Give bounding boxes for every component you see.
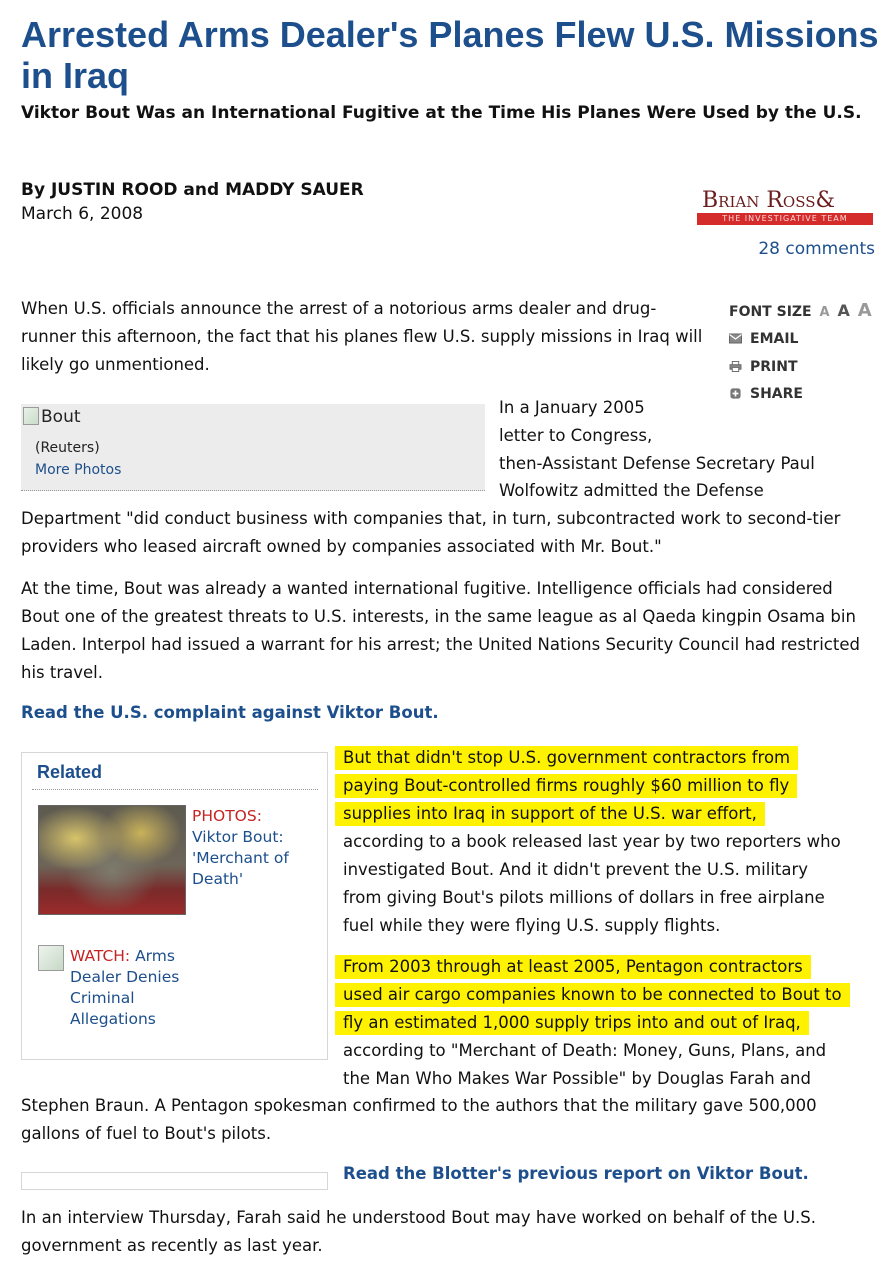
- print-button[interactable]: [729, 356, 798, 378]
- paragraph-5-rest: Stephen Braun. A Pentagon spokesman confirmed to the authors that the military gave 500,000 gallons of fuel to Bout's pilots.: [21, 1096, 817, 1143]
- paragraph-4: [343, 744, 883, 940]
- related-photos-line-1: Viktor Bout:: [192, 828, 284, 846]
- font-size-small-button[interactable]: A: [819, 305, 830, 320]
- related-title: Related: [37, 762, 103, 782]
- paragraph-5-line-4: according to "Merchant of Death: Money, Guns, Plans, and: [343, 1041, 827, 1060]
- bout-photo[interactable]: [23, 407, 81, 427]
- paragraph-2-line-2: letter to Congress,: [499, 426, 653, 445]
- photos-label: PHOTOS:: [192, 807, 262, 825]
- related-photo-thumbnail[interactable]: [38, 805, 186, 915]
- related-photos-link[interactable]: [192, 806, 289, 890]
- paragraph-6: In an interview Thursday, Farah said he understood Bout may have worked on behalf of the U.S. government as recently as last year.: [21, 1208, 816, 1255]
- broken-image-icon: [23, 407, 39, 425]
- paragraph-5: [343, 953, 883, 1093]
- font-size-medium-button[interactable]: A: [837, 301, 850, 320]
- font-size-large-button[interactable]: A: [857, 300, 872, 321]
- logo-tagline: THE INVESTIGATIVE TEAM: [697, 213, 873, 225]
- font-size-label: FONT SIZE: [729, 304, 812, 320]
- watch-label: WATCH:: [70, 947, 131, 965]
- related-watch-line-1: Dealer Denies: [70, 968, 180, 986]
- paragraph-4-line-4: according to a book released last year by two reporters who: [343, 832, 841, 851]
- related-watch-first: Arms: [130, 947, 175, 965]
- article-headline: Arrested Arms Dealer's Planes Flew U.S. Missions in Iraq: [21, 14, 879, 96]
- paragraph-4-line-6: from giving Bout's pilots millions of dollars in free airplane: [343, 888, 825, 907]
- comments-link[interactable]: 28 comments: [758, 239, 875, 259]
- brian-ross-logo[interactable]: [697, 188, 875, 230]
- photo-credit: (Reuters): [35, 440, 100, 456]
- photo-alt-text: Bout: [41, 407, 81, 427]
- complaint-link[interactable]: Read the U.S. complaint against Viktor Bout.: [21, 703, 439, 722]
- highlight-4-line-3: supplies into Iraq in support of the U.S. war effort,: [335, 802, 765, 826]
- related-watch-link[interactable]: [70, 946, 179, 1030]
- video-thumbnail-broken-icon[interactable]: [38, 945, 64, 971]
- logo-name: Brian Ross&: [702, 188, 836, 213]
- highlight-5-line-3: fly an estimated 1,000 supply trips into and out of Iraq,: [335, 1011, 809, 1035]
- related-watch-line-2: Criminal: [70, 989, 135, 1007]
- article-subhead: Viktor Bout Was an International Fugitive at the Time His Planes Were Used by the U.S.: [21, 103, 862, 123]
- related-watch-line-3: Allegations: [70, 1010, 156, 1028]
- email-label: EMAIL: [750, 331, 799, 347]
- paragraph-1: When U.S. officials announce the arrest of a notorious arms dealer and drug-runner this afternoon, the fact that his planes flew U.S. supply missions in Iraq will likely go unmentioned.: [21, 299, 703, 374]
- share-button[interactable]: [729, 383, 803, 405]
- related-box: [21, 752, 328, 1060]
- highlight-4-line-1: But that didn't stop U.S. government contractors from: [335, 746, 798, 770]
- paragraph-2-line-1: In a January 2005: [499, 398, 645, 417]
- highlight-5-line-1: From 2003 through at least 2005, Pentagon contractors: [335, 955, 811, 979]
- envelope-icon: [729, 333, 742, 344]
- paragraph-2-line-3: then-Assistant Defense Secretary Paul: [499, 454, 815, 473]
- related-photos-line-2: 'Merchant of: [192, 849, 289, 867]
- paragraph-5-line-5: the Man Who Makes War Possible" by Douglas Farah and: [343, 1069, 811, 1088]
- paragraph-4-line-5: investigated Bout. And it didn't prevent the U.S. military: [343, 860, 809, 879]
- printer-icon: [729, 361, 742, 372]
- paragraph-2-line-4: Wolfowitz admitted the Defense: [499, 481, 764, 500]
- more-photos-link[interactable]: More Photos: [35, 462, 122, 478]
- highlight-4-line-2: paying Bout-controlled firms roughly $60 million to fly: [335, 774, 797, 798]
- paragraph-2-rest: Department "did conduct business with companies that, in turn, subcontracted work to second-tier providers who leased aircraft owned by companies associated with Mr. Bout.": [21, 509, 841, 556]
- blotter-report-link[interactable]: Read the Blotter's previous report on Viktor Bout.: [343, 1164, 809, 1183]
- photo-box: [21, 404, 485, 491]
- email-button[interactable]: [729, 328, 798, 350]
- related-divider: [32, 789, 318, 790]
- paragraph-4-line-7: fuel while they were flying U.S. supply flights.: [343, 916, 721, 935]
- share-label: SHARE: [750, 386, 803, 402]
- empty-related-box: [21, 1172, 328, 1190]
- publish-date: March 6, 2008: [21, 204, 144, 224]
- highlight-5-line-2: used air cargo companies known to be connected to Bout to: [335, 983, 850, 1007]
- paragraph-3: At the time, Bout was already a wanted international fugitive. Intelligence officials had considered Bout one of the greatest threats to U.S. interests, in the same league as al Qaeda kingpin Osama bin Laden. Interpol had issued a warrant for his arrest; the United Nations Security Council had restricted his travel.: [21, 579, 860, 682]
- plus-icon: [729, 388, 742, 399]
- print-label: PRINT: [750, 359, 798, 375]
- byline: By JUSTIN ROOD and MADDY SAUER: [21, 180, 364, 200]
- font-size-control: [729, 300, 872, 322]
- related-photos-line-3: Death': [192, 870, 244, 888]
